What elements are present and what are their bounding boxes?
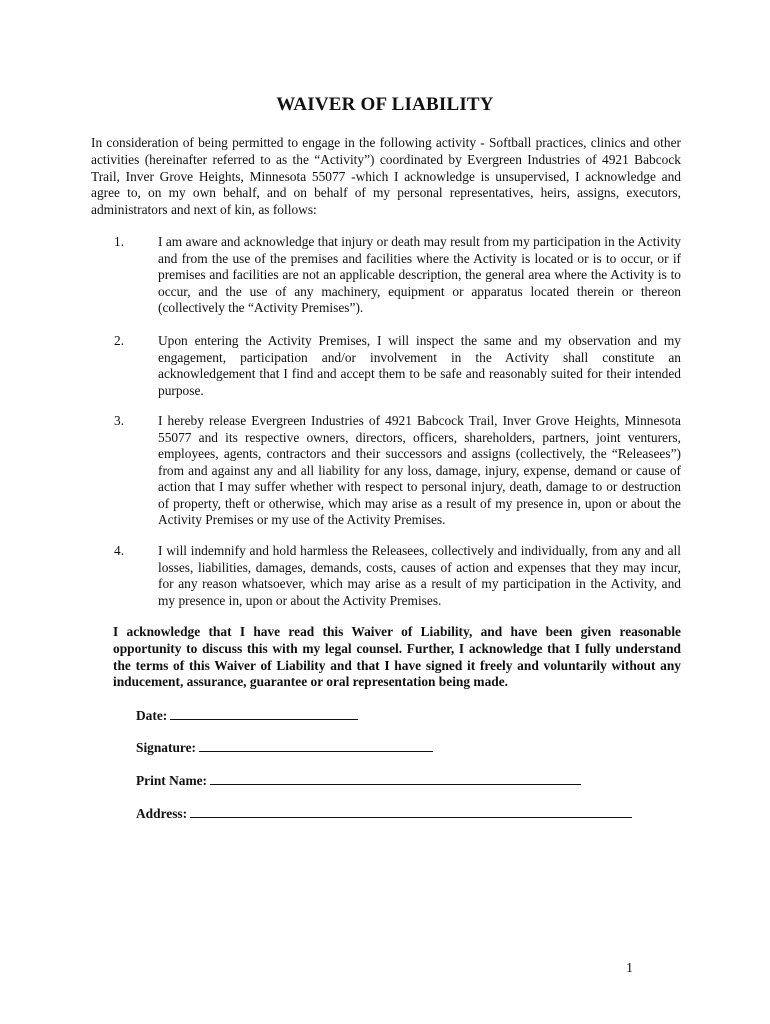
item-number: 1. [114, 234, 125, 249]
signature-field [136, 739, 433, 756]
intro-paragraph: In consideration of being permitted to engage in the following activity - Softball practices, clinics and other activities (hereinafter referred to as the “Activity”) coordinated by Evergreen Industries of 4921 Babcock Trail, Inver Grove Heights, Minnesota 55077 -which I acknowledge is unsupervised, I acknowledge and agree to, on my own behalf, and on behalf of my personal representatives, heirs, assigns, executors, administrators and next of kin, as follows: [91, 135, 681, 218]
address-field [136, 805, 632, 822]
list-item [91, 333, 681, 399]
print-name-label: Print Name: [136, 773, 208, 788]
address-input-line[interactable] [190, 805, 632, 818]
item-text: I will indemnify and hold harmless the Releasees, collectively and individually, from any and all losses, liabilities, damages, demands, costs, causes of action and expenses that they may incur, for any reason whatsoever, which may arise as a result of my participation in the Activity, and my presence in, upon or about the Activity Premises. [158, 543, 681, 608]
acknowledgement-paragraph: I acknowledge that I have read this Waiver of Liability, and have been given reasonable opportunity to discuss this with my legal counsel. Further, I acknowledge that I fully understand the terms of this Waiver of Liability and that I have signed it freely and voluntarily without any inducement, assurance, guarantee or oral representation being made. [113, 624, 681, 690]
print-name-field [136, 772, 581, 789]
print-name-input-line[interactable] [210, 772, 581, 785]
item-text: I hereby release Evergreen Industries of 4921 Babcock Trail, Inver Grove Heights, Minnesota 55077 and its respective owners, directors, officers, shareholders, partners, joint venturers, employees, agents, contractors and their successors and assigns (collectively, the “Releasees”) from and against any and all liability for any loss, damage, injury, expense, demand or cause of action that I may suffer whether with respect to personal injury, death, damage to or destruction of property, theft or otherwise, which may arise as a result of my presence in, upon or about the Activity Premises or my use of the Activity Premises. [158, 413, 681, 527]
page-number: 1 [626, 961, 633, 976]
signature-label: Signature: [136, 740, 197, 755]
document-title: WAIVER OF LIABILITY [276, 94, 494, 115]
item-number: 4. [114, 543, 125, 558]
list-item [91, 543, 681, 609]
item-text: I am aware and acknowledge that injury or death may result from my participation in the Activity and from the use of the premises and facilities where the Activity is located or is to occur, or if premises and facilities are not an applicable description, the general area where the Activity is to occur, and the use of any machinery, equipment or apparatus located therein or thereon (collectively the “Activity Premises”). [158, 234, 681, 315]
list-item [91, 234, 681, 317]
list-item [91, 413, 681, 529]
signature-input-line[interactable] [199, 739, 433, 752]
date-input-line[interactable] [170, 707, 358, 720]
item-text: Upon entering the Activity Premises, I will inspect the same and my observation and my engagement, participation and/or involvement in the Activity shall constitute an acknowledgement that I find and accept them to be safe and reasonably suited for their intended purpose. [158, 333, 681, 398]
item-number: 2. [114, 333, 125, 348]
item-number: 3. [114, 413, 125, 428]
date-field [136, 707, 358, 724]
address-label: Address: [136, 806, 188, 821]
date-label: Date: [136, 708, 168, 723]
